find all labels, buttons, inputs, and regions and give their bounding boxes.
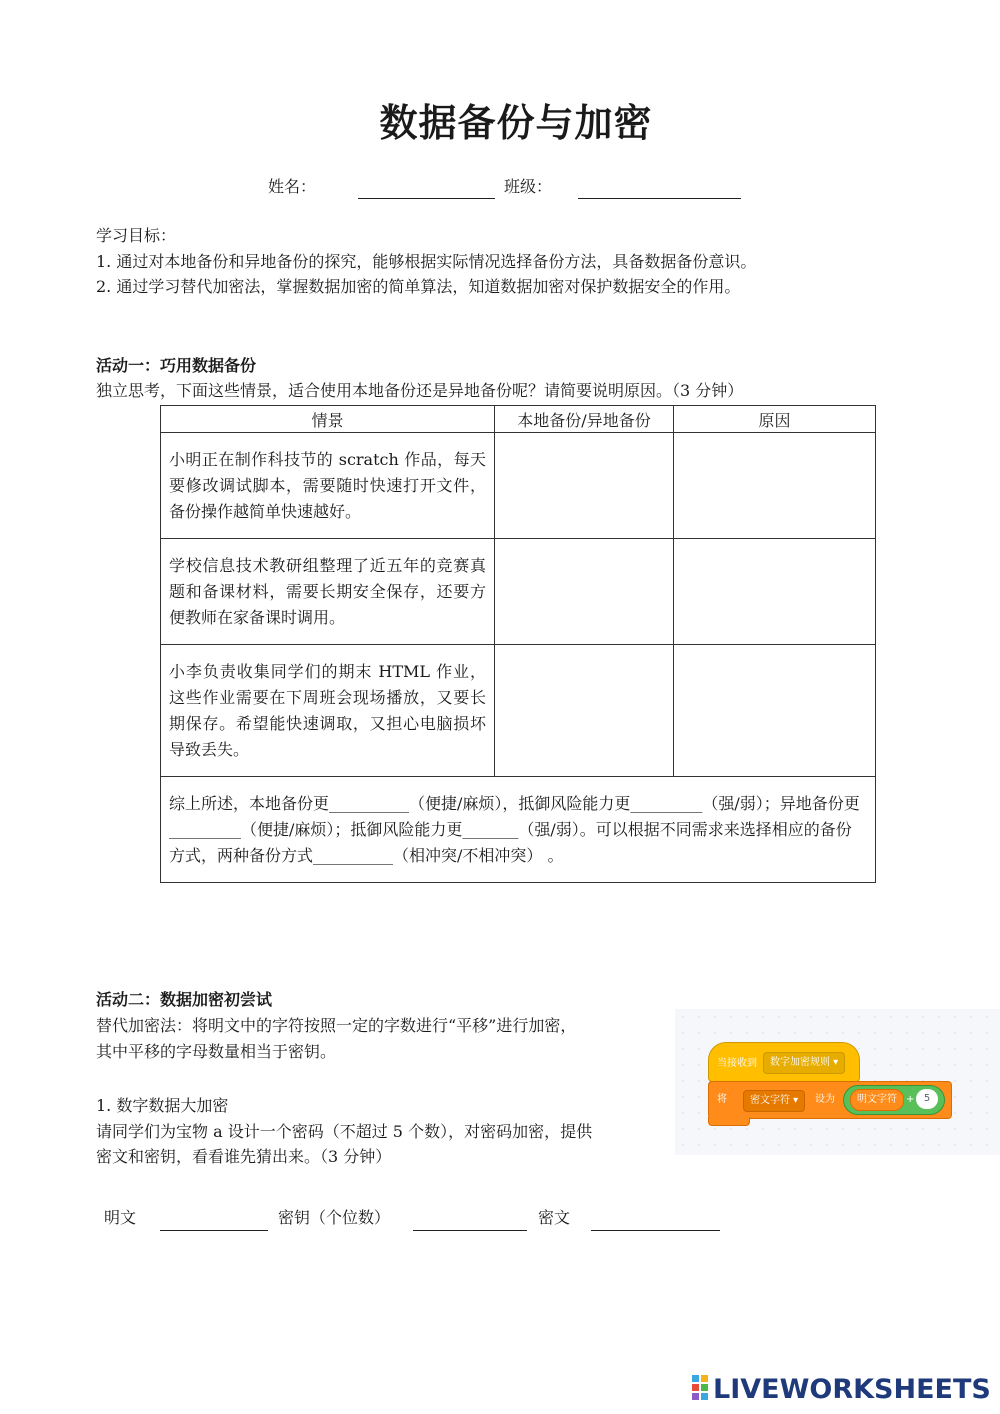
- table-row: [161, 645, 876, 777]
- reason-cell[interactable]: [674, 645, 876, 777]
- task-line-2: 密文和密钥，看看谁先猜出来。（3 分钟）: [96, 1147, 392, 1166]
- activity2-intro-1: 替代加密法：将明文中的字符按照一定的字数进行“平移”进行加密，: [96, 1016, 577, 1035]
- objective-1: 1. 通过对本地备份和异地备份的探究，能够根据实际情况选择备份方法，具备数据备份意识。: [96, 252, 757, 271]
- ciphertext-field[interactable]: [591, 1230, 720, 1231]
- add-operator-block: [843, 1085, 945, 1115]
- page-title: 数据备份与加密: [379, 101, 653, 145]
- operand-variable: 明文字符: [850, 1089, 904, 1111]
- plaintext-field[interactable]: [160, 1230, 268, 1231]
- header-backup-type: 本地备份/异地备份: [495, 406, 674, 433]
- liveworksheets-logo: [692, 1374, 991, 1410]
- ciphertext-label: 密文: [538, 1208, 571, 1227]
- scenario-text: 小明正在制作科技节的 scratch 作品，每天要修改调试脚本，需要随时快速打开文件，备份操作越简单快速越好。: [169, 449, 486, 521]
- name-label: 姓名：: [268, 177, 317, 196]
- table-row: [161, 433, 876, 539]
- activity1-heading: 活动一：巧用数据备份: [96, 356, 257, 375]
- table-row: [161, 539, 876, 645]
- operand-value: 5: [916, 1089, 938, 1109]
- scenario-text: 小李负责收集同学们的期末 HTML 作业，这些作业需要在下周班会现场播放，又要长期保存。希望能快速调取，又担心电脑损坏导致丢失。: [169, 661, 486, 759]
- name-field[interactable]: [358, 198, 495, 199]
- block-tab: [708, 1117, 750, 1126]
- key-label: 密钥（个位数）: [278, 1208, 391, 1227]
- plaintext-label: 明文: [104, 1208, 137, 1227]
- reason-cell[interactable]: [674, 433, 876, 539]
- set-to-label: 设为: [815, 1094, 835, 1105]
- logo-icon: [692, 1375, 710, 1401]
- variable-dropdown: 密文字符 ▾: [743, 1090, 805, 1112]
- key-field[interactable]: [413, 1230, 527, 1231]
- backup-type-cell[interactable]: [495, 645, 674, 777]
- header-scenario: 情景: [161, 406, 495, 433]
- backup-type-cell[interactable]: [495, 433, 674, 539]
- summary-row: [161, 777, 876, 883]
- activity2-heading: 活动二：数据加密初尝试: [96, 990, 273, 1009]
- plus-sign: +: [906, 1094, 915, 1105]
- task-line-1: 请同学们为宝物 a 设计一个密码（不超过 5 个数），对密码加密，提供: [96, 1122, 593, 1141]
- backup-table: [160, 405, 876, 883]
- task-title: 1. 数字数据大加密: [96, 1096, 229, 1115]
- hat-label: 当接收到: [717, 1058, 757, 1069]
- objectives-heading: 学习目标：: [96, 226, 177, 245]
- when-receive-block: [708, 1042, 860, 1082]
- message-dropdown: 数字加密规则 ▾: [763, 1052, 845, 1074]
- set-variable-block: [708, 1081, 952, 1119]
- class-field[interactable]: [578, 198, 741, 199]
- scenario-text: 学校信息技术教研组整理了近五年的竞赛真题和备课材料，需要长期安全保存，还要方便教师在家备课时调用。: [169, 555, 486, 627]
- activity1-instruction: 独立思考，下面这些情景，适合使用本地备份还是异地备份呢？请简要说明原因。（3 分钟）: [96, 381, 744, 400]
- activity2-intro-2: 其中平移的字母数量相当于密钥。: [96, 1042, 337, 1061]
- backup-type-cell[interactable]: [495, 539, 674, 645]
- reason-cell[interactable]: [674, 539, 876, 645]
- header-reason: 原因: [674, 406, 876, 433]
- table-header-row: [161, 406, 876, 433]
- class-label: 班级：: [504, 177, 553, 196]
- summary-text[interactable]: 综上所述，本地备份更__________（便捷/麻烦），抵御风险能力更_________（强/弱）；异地备份更_________（便捷/麻烦）；抵御风险能力更_______（强/弱）。可以根据不同需求来选择相应的备份方式，两种备份方式__________（相冲突/不相冲突） 。: [169, 793, 860, 865]
- set-label: 将: [717, 1094, 727, 1105]
- objective-2: 2. 通过学习替代加密法，掌握数据加密的简单算法，知道数据加密对保护数据安全的作用。: [96, 277, 741, 296]
- scratch-script-image: [675, 1009, 1000, 1155]
- logo-text: LIVEWORKSHEETS: [713, 1374, 991, 1405]
